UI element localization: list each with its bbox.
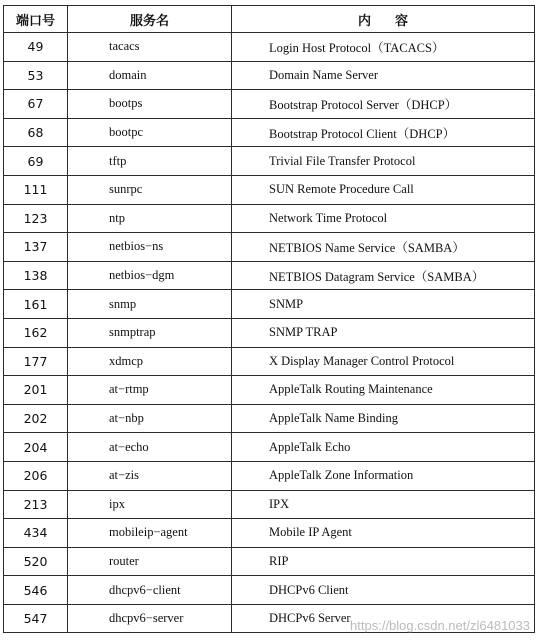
port-service-table [3,5,535,633]
description-cell: Domain Name Server [232,61,535,90]
description-cell: RIP [232,547,535,576]
service-cell: ntp [68,204,232,233]
port-cell: 49 [4,33,68,62]
table-row [4,376,535,405]
port-cell: 69 [4,147,68,176]
table-row [4,61,535,90]
description-cell: IPX [232,490,535,519]
description-cell: DHCPv6 Client [232,576,535,605]
service-cell: at−rtmp [68,376,232,405]
service-cell: netbios−dgm [68,261,232,290]
watermark: https://blog.csdn.net/zl6481033 [350,618,530,633]
port-cell: 546 [4,576,68,605]
table-row [4,90,535,119]
table-row [4,433,535,462]
table-header [4,6,535,33]
port-cell: 204 [4,433,68,462]
description-cell: Bootstrap Protocol Server（DHCP） [232,90,535,119]
description-cell: X Display Manager Control Protocol [232,347,535,376]
description-cell: NETBIOS Datagram Service（SAMBA） [232,261,535,290]
port-cell: 177 [4,347,68,376]
service-cell: bootps [68,90,232,119]
service-cell: at−echo [68,433,232,462]
table-row [4,404,535,433]
port-cell: 67 [4,90,68,119]
table-row [4,547,535,576]
service-cell: tftp [68,147,232,176]
port-cell: 201 [4,376,68,405]
table-row [4,604,535,633]
port-cell: 206 [4,461,68,490]
table-row [4,233,535,262]
table-body [4,33,535,633]
description-cell: Trivial File Transfer Protocol [232,147,535,176]
description-cell: AppleTalk Name Binding [232,404,535,433]
table-row [4,204,535,233]
table-row [4,576,535,605]
description-cell: SUN Remote Procedure Call [232,175,535,204]
service-cell: bootpc [68,118,232,147]
port-cell: 162 [4,318,68,347]
port-cell: 520 [4,547,68,576]
description-cell: SNMP [232,290,535,319]
header-service: 服务名 [68,6,232,33]
service-cell: at−nbp [68,404,232,433]
table-row [4,118,535,147]
service-cell: at−zis [68,461,232,490]
service-cell: sunrpc [68,175,232,204]
description-cell: AppleTalk Echo [232,433,535,462]
port-cell: 111 [4,175,68,204]
port-cell: 123 [4,204,68,233]
description-cell: AppleTalk Zone Information [232,461,535,490]
table-row [4,318,535,347]
port-cell: 53 [4,61,68,90]
description-cell: Bootstrap Protocol Client（DHCP） [232,118,535,147]
header-row [4,6,535,33]
header-port: 端口号 [4,6,68,33]
port-cell: 138 [4,261,68,290]
table-row [4,461,535,490]
table-row [4,175,535,204]
port-cell: 434 [4,519,68,548]
table-row [4,519,535,548]
service-cell: snmp [68,290,232,319]
port-cell: 161 [4,290,68,319]
service-cell: snmptrap [68,318,232,347]
port-cell: 547 [4,604,68,633]
table-row [4,147,535,176]
port-cell: 68 [4,118,68,147]
service-cell: xdmcp [68,347,232,376]
service-cell: dhcpv6−client [68,576,232,605]
port-cell: 137 [4,233,68,262]
header-content-label: 内容 [357,13,432,29]
service-cell: dhcpv6−server [68,604,232,633]
port-cell: 213 [4,490,68,519]
description-cell: SNMP TRAP [232,318,535,347]
service-cell: netbios−ns [68,233,232,262]
table-row [4,347,535,376]
description-cell: NETBIOS Name Service（SAMBA） [232,233,535,262]
port-cell: 202 [4,404,68,433]
service-cell: ipx [68,490,232,519]
description-cell: DHCPv6 Server [232,604,535,633]
service-cell: tacacs [68,33,232,62]
description-cell: Mobile IP Agent [232,519,535,548]
service-cell: router [68,547,232,576]
description-cell: Network Time Protocol [232,204,535,233]
table-row [4,490,535,519]
service-cell: domain [68,61,232,90]
port-table-container [3,5,534,633]
header-content [232,6,535,33]
table-row [4,33,535,62]
description-cell: Login Host Protocol（TACACS） [232,33,535,62]
description-cell: AppleTalk Routing Maintenance [232,376,535,405]
service-cell: mobileip−agent [68,519,232,548]
table-row [4,290,535,319]
table-row [4,261,535,290]
